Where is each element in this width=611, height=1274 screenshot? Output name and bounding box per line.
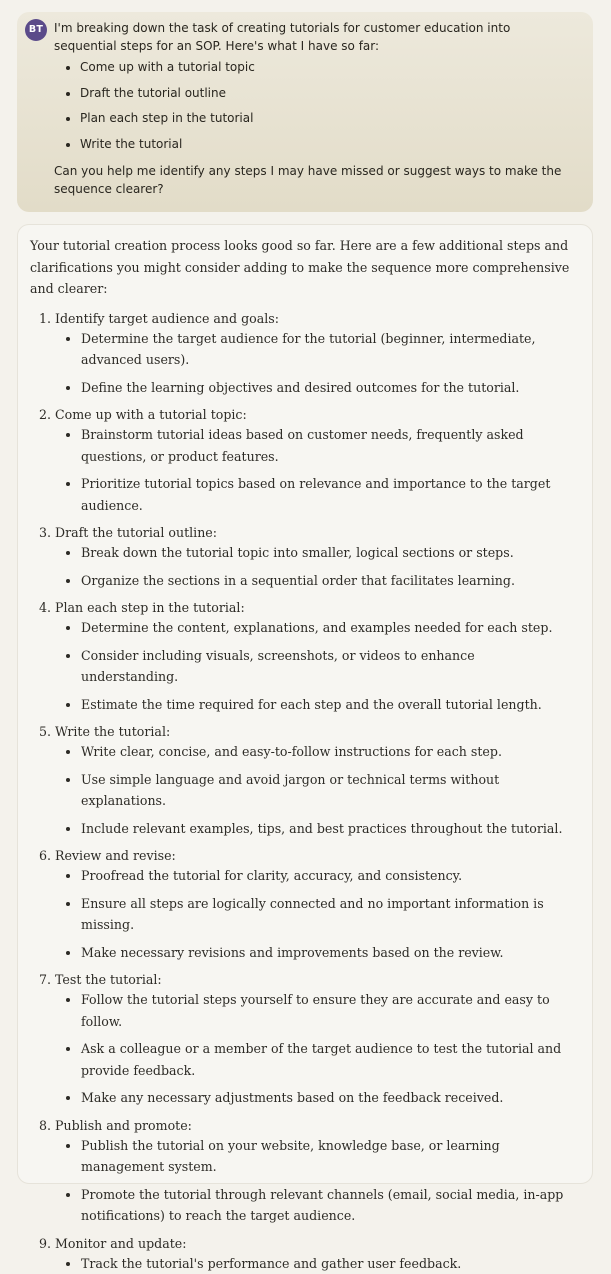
assistant-lead: Your tutorial creation process looks good so far. Here are a few additional steps and clarifications you might consider adding to make the sequence more comprehensive and clearer: bbox=[30, 235, 570, 300]
list-item: • Write the tutorial bbox=[80, 136, 575, 162]
step-title: 4. Plan each step in the tutorial: bbox=[55, 599, 570, 617]
list-item: • Come up with a tutorial topic bbox=[80, 59, 575, 85]
step-title: 7. Test the tutorial: bbox=[55, 971, 570, 989]
list-item: • Include relevant examples, tips, and best practices throughout the tutorial. bbox=[81, 818, 570, 840]
step-item bbox=[55, 845, 570, 963]
list-item: • Break down the tutorial topic into smaller, logical sections or steps. bbox=[81, 542, 570, 564]
step-points bbox=[55, 424, 570, 516]
assistant-step-list bbox=[30, 308, 570, 1274]
step-points bbox=[55, 1253, 570, 1274]
step-item bbox=[55, 597, 570, 715]
step-item bbox=[55, 1115, 570, 1227]
step-points bbox=[55, 1135, 570, 1227]
list-item: • Make necessary revisions and improvements based on the review. bbox=[81, 942, 570, 964]
step-title: 8. Publish and promote: bbox=[55, 1117, 570, 1135]
step-points bbox=[55, 542, 570, 591]
user-message-question: Can you help me identify any steps I may have missed or suggest ways to make the sequence clearer? bbox=[54, 163, 575, 198]
step-points bbox=[55, 741, 570, 839]
user-step-list bbox=[54, 59, 575, 161]
step-points bbox=[55, 617, 570, 715]
list-item: • Ask a colleague or a member of the target audience to test the tutorial and provide feedback. bbox=[81, 1038, 570, 1081]
list-item: • Track the tutorial's performance and gather user feedback. bbox=[81, 1253, 570, 1274]
step-points bbox=[55, 989, 570, 1109]
list-item: • Write clear, concise, and easy-to-follow instructions for each step. bbox=[81, 741, 570, 763]
step-item bbox=[55, 308, 570, 399]
list-item: • Determine the content, explanations, and examples needed for each step. bbox=[81, 617, 570, 639]
list-item: • Ensure all steps are logically connected and no important information is missing. bbox=[81, 893, 570, 936]
list-item: • Follow the tutorial steps yourself to ensure they are accurate and easy to follow. bbox=[81, 989, 570, 1032]
step-title: 9. Monitor and update: bbox=[55, 1235, 570, 1253]
step-title: 6. Review and revise: bbox=[55, 847, 570, 865]
list-item: • Estimate the time required for each step and the overall tutorial length. bbox=[81, 694, 570, 716]
assistant-message bbox=[17, 224, 593, 1184]
step-title: 3. Draft the tutorial outline: bbox=[55, 524, 570, 542]
user-message bbox=[17, 12, 593, 212]
step-points bbox=[55, 865, 570, 963]
step-title: 5. Write the tutorial: bbox=[55, 723, 570, 741]
step-title: 1. Identify target audience and goals: bbox=[55, 310, 570, 328]
list-item: • Draft the tutorial outline bbox=[80, 85, 575, 111]
step-item bbox=[55, 522, 570, 591]
step-item bbox=[55, 721, 570, 839]
list-item: • Define the learning objectives and desired outcomes for the tutorial. bbox=[81, 377, 570, 399]
step-points bbox=[55, 328, 570, 399]
list-item: • Publish the tutorial on your website, knowledge base, or learning management system. bbox=[81, 1135, 570, 1178]
step-item bbox=[55, 969, 570, 1109]
list-item: • Determine the target audience for the tutorial (beginner, intermediate, advanced users). bbox=[81, 328, 570, 371]
list-item: • Consider including visuals, screenshots, or videos to enhance understanding. bbox=[81, 645, 570, 688]
step-item bbox=[55, 1233, 570, 1274]
user-avatar[interactable]: BT bbox=[25, 19, 47, 41]
step-item bbox=[55, 404, 570, 516]
list-item: • Use simple language and avoid jargon or technical terms without explanations. bbox=[81, 769, 570, 812]
list-item: • Prioritize tutorial topics based on relevance and importance to the target audience. bbox=[81, 473, 570, 516]
list-item: • Proofread the tutorial for clarity, accuracy, and consistency. bbox=[81, 865, 570, 887]
user-message-intro: I'm breaking down the task of creating tutorials for customer education into sequential steps for an SOP. Here's what I have so far: bbox=[54, 20, 575, 55]
list-item: • Plan each step in the tutorial bbox=[80, 110, 575, 136]
list-item: • Make any necessary adjustments based on the feedback received. bbox=[81, 1087, 570, 1109]
step-title: 2. Come up with a tutorial topic: bbox=[55, 406, 570, 424]
list-item: • Promote the tutorial through relevant channels (email, social media, in-app notifications) to reach the target audience. bbox=[81, 1184, 570, 1227]
list-item: • Brainstorm tutorial ideas based on customer needs, frequently asked questions, or product features. bbox=[81, 424, 570, 467]
list-item: • Organize the sections in a sequential order that facilitates learning. bbox=[81, 570, 570, 592]
